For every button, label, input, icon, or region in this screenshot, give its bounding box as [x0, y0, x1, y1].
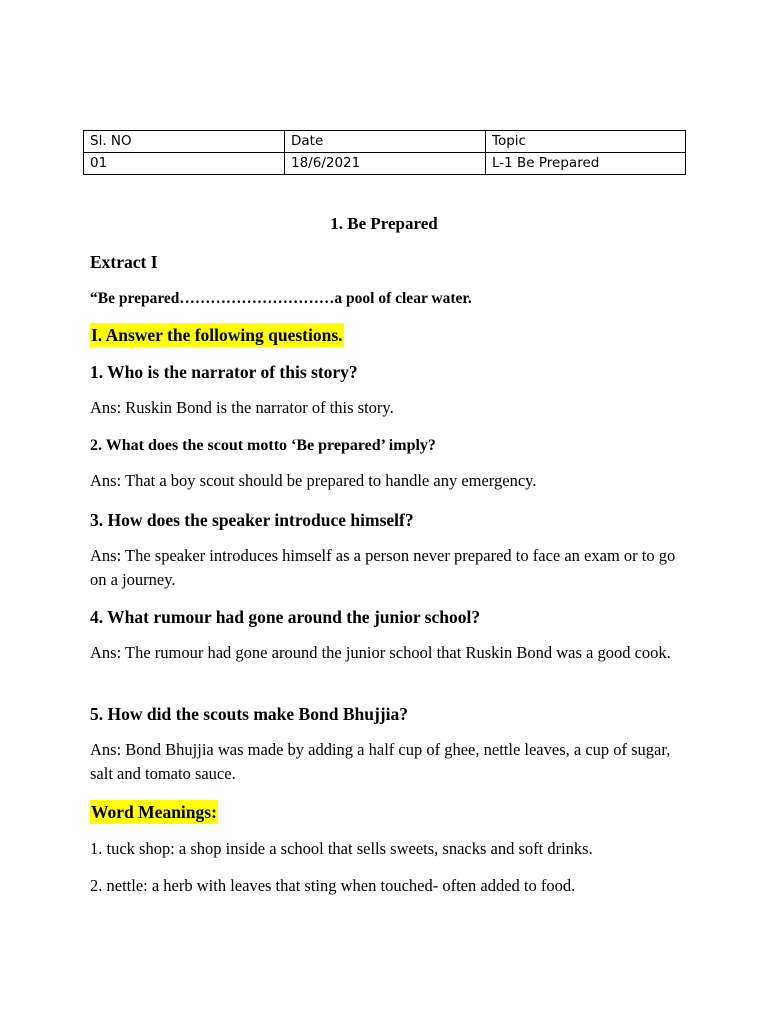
word-meanings-highlight: Word Meanings:	[91, 802, 217, 822]
question-4: 4. What rumour had gone around the junior school?	[90, 607, 481, 627]
answer-2: Ans: That a boy scout should be prepared to handle any emergency.	[90, 471, 537, 490]
answer-5: Ans: Bond Bhujjia was made by adding a half cup of ghee, nettle leaves, a cup of sugar, salt and tomato sauce.	[90, 740, 671, 783]
table-cell: 01	[84, 153, 285, 175]
word-meanings-heading	[90, 802, 218, 822]
question-1: 1. Who is the narrator of this story?	[90, 362, 358, 382]
table-header-row	[84, 131, 686, 153]
info-table	[83, 130, 686, 175]
instruction-highlight: I. Answer the following questions.	[91, 325, 343, 345]
word-meaning-item: 2. nettle: a herb with leaves that sting when touched- often added to food.	[90, 876, 576, 895]
question-2: 2. What does the scout motto ‘Be prepared’ imply?	[90, 437, 436, 454]
answer-4: Ans: The rumour had gone around the junior school that Ruskin Bond was a good cook.	[90, 643, 671, 662]
word-meaning-item: 1. tuck shop: a shop inside a school that sells sweets, snacks and soft drinks.	[90, 839, 593, 858]
question-5: 5. How did the scouts make Bond Bhujjia?	[90, 704, 408, 724]
answer-3: Ans: The speaker introduces himself as a person never prepared to face an exam or to go on a journey.	[90, 546, 676, 589]
document-title: 1. Be Prepared	[330, 214, 438, 233]
table-cell: 18/6/2021	[285, 153, 486, 175]
instruction-heading	[90, 325, 344, 345]
table-header-cell: Sl. NO	[84, 131, 285, 153]
table-row	[84, 153, 686, 175]
table-header-cell: Topic	[486, 131, 686, 153]
table-header-cell: Date	[285, 131, 486, 153]
extract-heading: Extract I	[90, 252, 158, 272]
answer-1: Ans: Ruskin Bond is the narrator of this story.	[90, 398, 394, 417]
extract-quote: “Be prepared…………………………a pool of clear water.	[90, 290, 472, 307]
table-cell: L-1 Be Prepared	[486, 153, 686, 175]
question-3: 3. How does the speaker introduce himself?	[90, 510, 414, 530]
